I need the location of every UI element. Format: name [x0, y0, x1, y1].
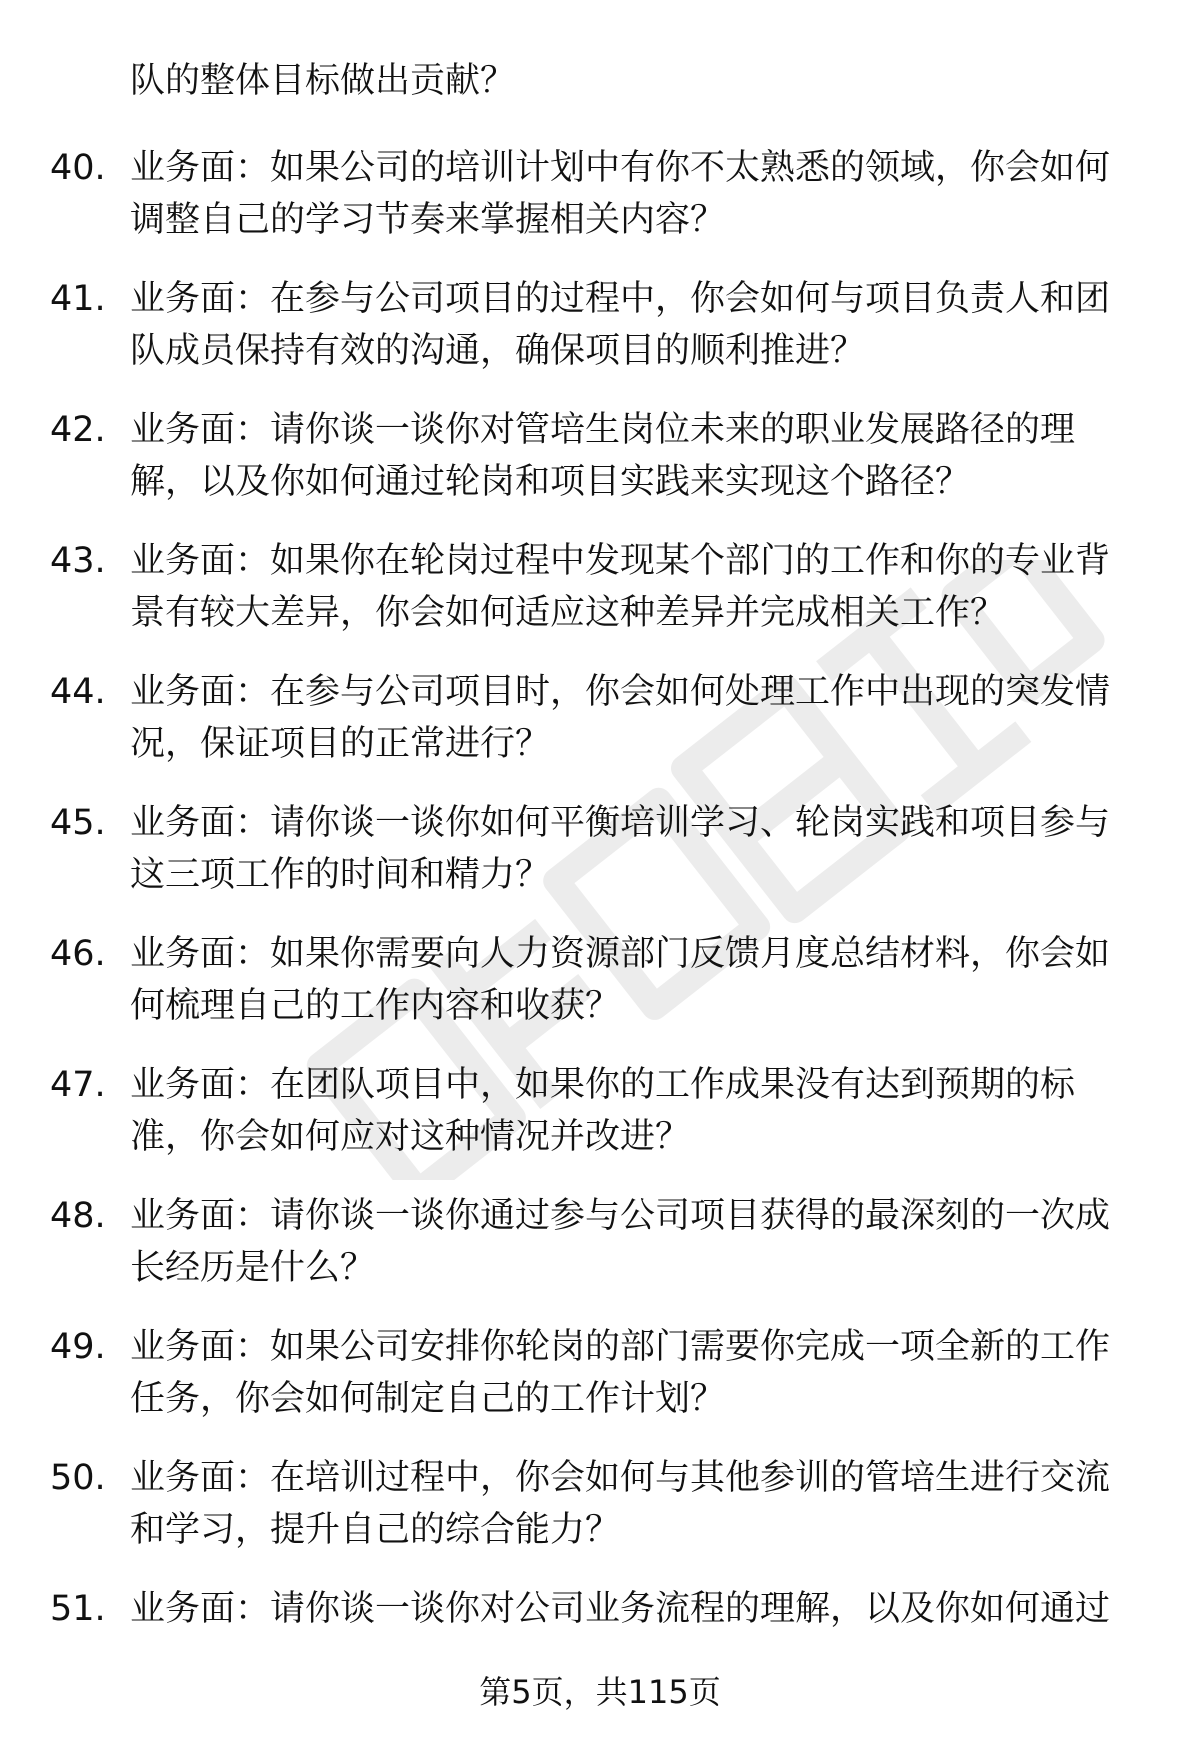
question-number: 46.	[50, 934, 106, 974]
question-number: 44.	[50, 672, 106, 712]
question-item	[0, 273, 1200, 404]
question-item	[0, 404, 1200, 535]
page-footer: 第5页，共115页	[479, 1673, 721, 1711]
question-number: 40.	[50, 148, 106, 188]
question-text: 业务面：如果你在轮岗过程中发现某个部门的工作和你的专业背景有较大差异，你会如何适应这种差异并完成相关工作？	[130, 541, 1111, 633]
question-text: 业务面：如果你需要向人力资源部门反馈月度总结材料，你会如何梳理自己的工作内容和收获？	[130, 934, 1111, 1026]
question-number: 51.	[50, 1589, 106, 1629]
question-number: 42.	[50, 410, 106, 450]
question-number: 48.	[50, 1196, 106, 1236]
question-item	[0, 1059, 1200, 1190]
question-item	[0, 1452, 1200, 1583]
question-number: 41.	[50, 279, 106, 319]
question-item	[0, 1190, 1200, 1321]
question-number: 49.	[50, 1327, 106, 1367]
question-item	[0, 1321, 1200, 1452]
question-text: 业务面：在培训过程中，你会如何与其他参训的管培生进行交流和学习，提升自己的综合能力？	[130, 1458, 1111, 1550]
question-text: 业务面：请你谈一谈你如何平衡培训学习、轮岗实践和项目参与这三项工作的时间和精力？	[130, 803, 1111, 895]
question-text: 业务面：在参与公司项目时，你会如何处理工作中出现的突发情况，保证项目的正常进行？	[130, 672, 1111, 764]
question-number: 50.	[50, 1458, 106, 1498]
question-text: 业务面：在参与公司项目的过程中，你会如何与项目负责人和团队成员保持有效的沟通，确保项目的顺利推进？	[130, 279, 1111, 371]
question-item	[0, 142, 1200, 273]
question-text: 业务面：如果公司安排你轮岗的部门需要你完成一项全新的工作任务，你会如何制定自己的工作计划？	[130, 1327, 1111, 1419]
question-item	[0, 797, 1200, 928]
question-number: 45.	[50, 803, 106, 843]
question-text: 业务面：请你谈一谈你对公司业务流程的理解，以及你如何通过	[130, 1589, 1111, 1629]
question-item	[0, 928, 1200, 1059]
continued-question-text: 队的整体目标做出贡献？	[130, 61, 516, 101]
question-text: 业务面：在团队项目中，如果你的工作成果没有达到预期的标准，你会如何应对这种情况并改进？	[130, 1065, 1076, 1157]
question-number: 43.	[50, 541, 106, 581]
question-text: 业务面：请你谈一谈你对管培生岗位未来的职业发展路径的理解，以及你如何通过轮岗和项目实践来实现这个路径？	[130, 410, 1076, 502]
question-list	[0, 142, 1200, 1714]
question-text: 业务面：如果公司的培训计划中有你不太熟悉的领域，你会如何调整自己的学习节奏来掌握相关内容？	[130, 148, 1111, 240]
question-number: 47.	[50, 1065, 106, 1105]
question-text: 业务面：请你谈一谈你通过参与公司项目获得的最深刻的一次成长经历是什么？	[130, 1196, 1111, 1288]
question-item	[0, 535, 1200, 666]
question-item	[0, 666, 1200, 797]
